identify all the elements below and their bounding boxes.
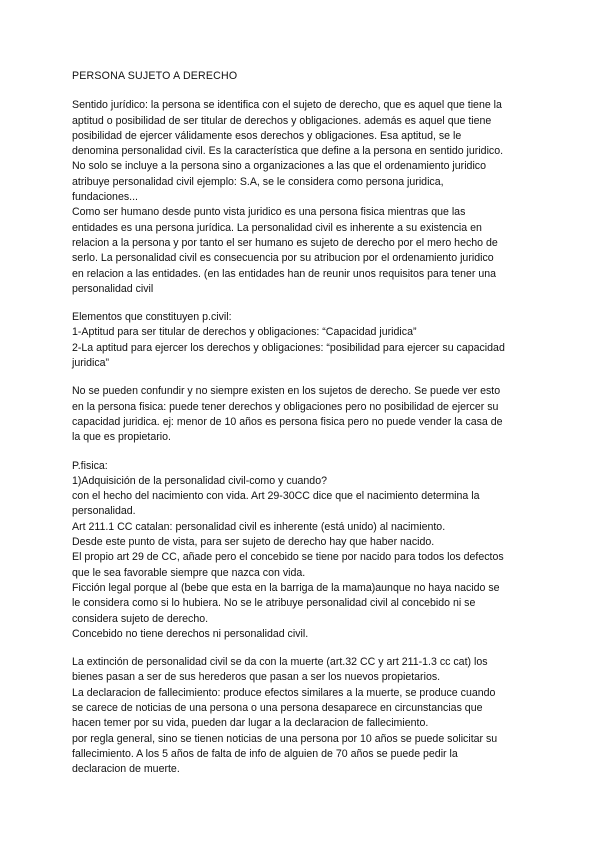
- text-line: P.fisica:: [72, 459, 108, 472]
- text-line: Como ser humano desde punto vista juridico es una persona fisica mientras que las: [72, 206, 466, 219]
- text-line: fallecimiento. A los 5 años de falta de info de alguien de 70 años se puede pedir la: [72, 747, 458, 760]
- text-line: personalidad civil: [72, 282, 154, 295]
- paragraph-gap: [72, 297, 542, 310]
- text-line: El propio art 29 de CC, añade pero el concebido se tiene por nacido para todos los defectos: [72, 551, 504, 564]
- text-line: le considera como si lo hubiera. No se le atribuye personalidad civil al concebido ni se: [72, 597, 476, 610]
- document-title: PERSONA SUJETO A DERECHO: [72, 70, 238, 82]
- text-line: Sentido jurídico: la persona se identifica con el sujeto de derecho, que es aquel que tiene la: [72, 99, 502, 112]
- text-line: capacidad juridica. ej: menor de 10 años es persona fisica pero no puede vender la casa de: [72, 415, 503, 428]
- text-line: Ficción legal porque al (bebe que esta en la barriga de la mama)aunque no haya nacido se: [72, 581, 500, 594]
- text-line: la que es propietario.: [72, 431, 171, 444]
- text-line: denomina personalidad civil. Es la característica que define a la persona en sentido juridico.: [72, 145, 504, 158]
- paragraph-gap: [72, 642, 542, 655]
- text-line: 1)Adquisición de la personalidad civil-como y cuando?: [72, 474, 327, 487]
- text-line: relacion a la persona y por tanto el ser humano es sujeto de derecho por el mero hecho de: [72, 236, 498, 249]
- paragraph-elements: [72, 310, 542, 371]
- text-line: Art 211.1 CC catalan: personalidad civil es inherente (está unido) al nacimiento.: [72, 520, 446, 533]
- text-line: que le sea favorable siempre que nazca con vida.: [72, 566, 306, 579]
- text-line: por regla general, sino se tienen noticias de una persona por 10 años se puede solicitar su: [72, 732, 498, 745]
- paragraph-extinction: [72, 655, 542, 777]
- text-line: La extinción de personalidad civil se da con la muerte (art.32 CC y art 211-1.3 cc cat) los: [72, 656, 488, 669]
- text-line: La declaracion de fallecimiento: produce efectos similares a la muerte, se produce cuando: [72, 686, 496, 699]
- paragraph-gap: [72, 446, 542, 459]
- text-line: 2-La aptitud para ejercer los derechos y obligaciones: “posibilidad para ejercer su capacidad: [72, 341, 505, 354]
- text-line: considera sujeto de derecho.: [72, 612, 209, 625]
- document-body: [72, 69, 542, 777]
- paragraph-natural-person: [72, 459, 542, 643]
- text-line: se carece de noticias de una persona o una persona desaparece en circunstancias que: [72, 701, 483, 714]
- text-line: aptitud o posibilidad de ser titular de derechos y obligaciones. además es aquel que tiene: [72, 114, 492, 127]
- text-line: Desde este punto de vista, para ser sujeto de derecho hay que haber nacido.: [72, 536, 435, 549]
- text-line: Elementos que constituyen p.civil:: [72, 311, 232, 324]
- text-line: en relacion a las entidades. (en las entidades han de reunir unos requisitos para tener una: [72, 267, 497, 280]
- text-line: juridica”: [72, 357, 110, 370]
- paragraph-distinction: [72, 384, 542, 445]
- text-line: 1-Aptitud para ser titular de derechos y obligaciones: “Capacidad juridica”: [72, 326, 417, 339]
- text-line: con el hecho del nacimiento con vida. Art 29-30CC dice que el nacimiento determina la: [72, 490, 480, 503]
- text-line: declaracion de muerte.: [72, 763, 180, 776]
- text-line: en la persona fisica: puede tener derechos y obligaciones pero no posibilidad de ejercer su: [72, 400, 499, 413]
- text-line: atribuye personalidad civil ejemplo: S.A, se le considera como persona juridica,: [72, 175, 444, 188]
- text-line: hacen temer por su vida, pueden dar lugar a la declaracion de fallecimiento.: [72, 717, 429, 730]
- text-line: personalidad.: [72, 505, 136, 518]
- text-line: entidades es una persona jurídica. La personalidad civil es inherente a su existencia en: [72, 221, 482, 234]
- text-line: Concebido no tiene derechos ni personalidad civil.: [72, 627, 309, 640]
- text-line: fundaciones...: [72, 191, 138, 204]
- text-line: posibilidad de ejercer válidamente esos derechos y obligaciones. Esa aptitud, se le: [72, 129, 462, 142]
- text-line: bienes pasan a ser de sus herederos que pasan a ser los nuevos propietarios.: [72, 671, 441, 684]
- text-line: serlo. La personalidad civil es consecuencia por su atribucion por el ordenamiento juridico: [72, 252, 494, 265]
- paragraph-gap: [72, 371, 542, 384]
- text-line: No solo se incluye a la persona sino a organizaciones a las que el ordenamiento juridico: [72, 160, 486, 173]
- paragraph-legal-sense: [72, 98, 542, 297]
- text-line: No se pueden confundir y no siempre existen en los sujetos de derecho. Se puede ver esto: [72, 385, 501, 398]
